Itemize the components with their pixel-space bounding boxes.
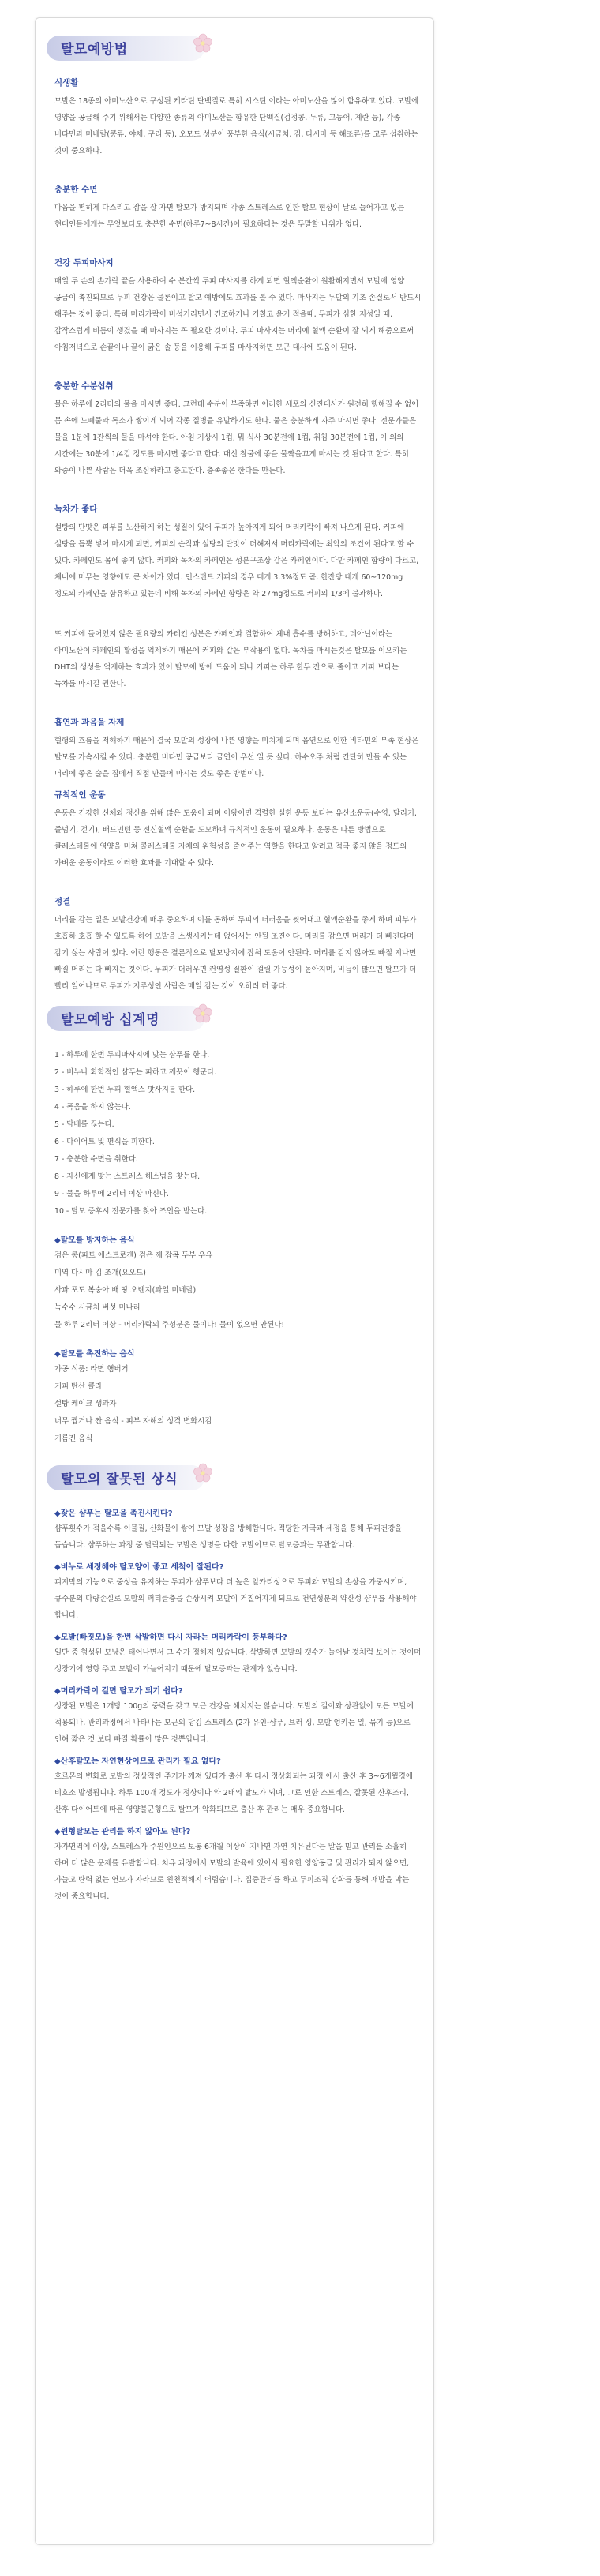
list-item: 사과 포도 복숭아 배 땅 오렌지(과일 미네랄) (54, 1286, 197, 1295)
myth-answer: 일단 중 형성된 모낭은 태어나면서 그 수가 정해져 있습니다. 삭발하면 모발의 갯수가 늘어날 것처럼 보이는 것이며 성장기에 영향 주고 모발이 가늘어지기 때문에 탈모증과는 관계가 없습니다. (54, 1648, 422, 1674)
myth-question: ◆원형탈모는 관리를 하지 않아도 된다? (54, 1828, 191, 1836)
section-text: 마음을 편히게 다스리고 잠을 잘 자면 탈모가 방지되며 각종 스트레스로 인한 탈모 현상이 날로 늘어가고 있는 현대인들에게는 무엇보다도 충분한 수면(하루7~8시간)이 필요하다는 것은 두말할 나위가 없다. (54, 204, 405, 229)
list-item: 5 - 담배를 끊는다. (54, 1120, 114, 1129)
list-item: 9 - 물을 하루에 2리터 이상 마신다. (54, 1190, 169, 1198)
section-title: 규칙적인 운동 (54, 790, 106, 800)
section-smoking-drinking (54, 716, 422, 782)
myth-answer: 호르몬의 변화로 모발의 정상적인 주기가 깨져 있다가 출산 후 다시 정상화되는 과정 에서 출산 후 3~6개월경에 비호소 발생됩니다. 하루 100개 정도가 정상이나 약 2배의 탈모가 되며, 그로 인한 스트레스, 잘못된 산후조리, 산후 다이어트에 따른 영양불균형으로 탈모가 악화되므로 출산 후 관리는 매우 중요합니다. (54, 1772, 413, 1814)
section-text: 혈행의 흐름을 저해하기 때문에 결국 모발의 성장에 나쁜 영향을 미치게 되며 음연으로 인한 비타민의 부족 현상은 탈모를 가속시킬 수 있다. 충분한 비타민 공급보다 금연이 우선 일 듯 싶다. 하수오주 처럼 간단히 만들 수 있는 머리에 좋은 술을 집에서 직접 만들어 마시는 것도 좋은 방법이다. (54, 737, 419, 778)
banner-title: 탈모예방법 (61, 42, 128, 58)
section-text: 설탕의 단맛은 피부를 노산하게 하는 성질이 있어 두피가 높아지게 되어 머리카락이 빠져 나오게 된다. 커피에 설탕을 듬뿍 넣어 마시게 되면, 커피의 순작과 설탕의 단맛이 더해져서 머리카락에는 최악의 조건이 된다고 할 수 있다. 카페인도 몸에 좋지 않다. 커피와 녹차의 카페인은 성분구조상 같은 카페인이다. 다만 카페인 함량이 다르고, 체내에 머무는 영향에도 큰 차이가 있다. 인스턴트 커피의 경우 대개 3.3%정도 곧, 한잔당 대개 60~120mg 정도의 카페인을 함유하고 있는데 비해 녹차의 카페인 함량은 약 27mg정도로 커피의 1/3에 불과하다. (54, 523, 419, 598)
list-item: 7 - 충분한 수면을 취한다. (54, 1155, 138, 1164)
myth-answer: 피지막의 기능으로 중성을 유지하는 두피가 샴푸보다 더 높은 알카리성으로 두피와 모발의 손상을 가중시키며, 큐수분의 다량손실로 모발의 퍼티클층을 손상시켜 모발이 거칠어지게 되므로 천연성분의 약산성 샴푸를 사용해야 합니다. (54, 1578, 417, 1620)
myth-answer: 성장된 모발은 1개당 100g의 중력을 갖고 모근 건강을 해치지는 않습니다. 모발의 길이와 상관없이 모든 모발에 적용되나, 관리과정에서 나타나는 모근의 당김 스트레스 (2가 유인-샴푸, 브러 싱, 모발 엉키는 일, 묶기 등)으로 인해 짧은 것 보다 빠질 확률이 많은 것뿐입니다. (54, 1702, 414, 1744)
section-diet (54, 77, 422, 159)
list-item: 미역 다시마 김 조개(요오드) (54, 1269, 146, 1277)
section-green-tea (54, 503, 422, 692)
banner-ten-rules (47, 1001, 212, 1037)
section-text: 머리를 감는 일은 모발건강에 매우 중요하며 이를 통하여 두피의 더러움을 씻어내고 혈액순환을 좋게 하며 피부가 호흡하 호흡 할 수 있도록 하여 모발을 소생시키는데 없어서는 안될 조건이다. 머리를 감으면 머리가 더 빠진다며 감기 싫는 사람이 있다. 이런 행동은 결론적으로 탈모방지에 잡혀 도움이 안된다. 머리를 감지 않아도 빠질 지나면 빠질 머리는 다 빠지는 것이다. 두피가 더러우면 컨염성 질환이 걸릴 가능성이 높아지며, 비듬이 많으면 탈모가 더 빨리 일어나므로 두피가 지루성인 사람은 매일 감는 것이 오히려 더 좋다. (54, 916, 417, 991)
ten-rules-list (54, 1047, 422, 1221)
myth-item (54, 1630, 422, 1678)
banner-title: 탈모의 잘못된 상식 (61, 1472, 178, 1487)
myth-item (54, 1506, 422, 1554)
list-item: 너무 짭거나 짠 음식 - 피부 자해의 성격 변화시킴 (54, 1417, 212, 1426)
myth-item (54, 1560, 422, 1624)
myth-item (54, 1824, 422, 1905)
section-title: 녹차가 좋다 (54, 504, 98, 514)
list-item: 물 하루 2리터 이상 - 머리카락의 주성분은 물이다! 물이 없으면 안된다! (54, 1321, 285, 1329)
list-item: 4 - 폭음을 하지 않는다. (54, 1103, 131, 1112)
flower-icon (192, 1462, 214, 1484)
list-item: 10 - 탈모 증후시 전문가를 찾아 조언을 받는다. (54, 1207, 208, 1216)
section-title: 충분한 수분섭취 (54, 381, 114, 391)
myth-answer: 자가면역에 이상, 스트레스가 주원인으로 보통 6개월 이상이 지나면 자연 치유된다는 말을 믿고 관리를 소홀히 하며 더 많은 문제를 유발합니다. 치유 과정에서 모발의 발육에 있어서 필요한 영양공급 및 관리가 되지 않으면, 가늘고 탄력 없는 연모가 자라므로 원천적해지 어렵습니다. 집중관리를 하고 두피조직 강화를 통해 재발을 막는 것이 중요합니다. (54, 1843, 410, 1901)
flower-icon (192, 1003, 214, 1025)
section-exercise (54, 789, 422, 872)
section-scalp-massage (54, 257, 422, 356)
banner-title: 탈모예방 십계명 (61, 1012, 159, 1028)
section-cleanliness (54, 895, 422, 995)
good-food-title: ◆탈모를 방지하는 음식 (54, 1236, 135, 1245)
myth-question: ◆모발(빠짓모)을 한번 삭발하면 다시 자라는 머리카락이 풍부하다? (54, 1633, 287, 1642)
myth-item (54, 1754, 422, 1818)
list-item: 설탕 케이크 생과자 (54, 1400, 117, 1408)
section-title: 흡연과 과음을 자제 (54, 718, 125, 727)
list-item: 기름진 음식 (54, 1434, 93, 1443)
section-title: 정결 (54, 897, 71, 906)
list-item: 녹수수 시금치 버섯 미나리 (54, 1303, 141, 1312)
list-item: 2 - 비누나 화학적인 샴푸는 피하고 깨끗이 헹군다. (54, 1068, 217, 1077)
content-card (35, 17, 434, 2545)
section-sleep (54, 183, 422, 233)
myth-question: ◆산후탈모는 자연현상이므로 관리가 필요 없다? (54, 1757, 221, 1766)
banner-prevention-methods (47, 31, 212, 67)
myth-question: ◆머리카락이 길면 탈모가 되기 쉽다? (54, 1687, 183, 1696)
list-item: 6 - 다이어트 및 편식을 피한다. (54, 1138, 155, 1146)
section-text-continued: 또 커피에 들어있지 않은 필요량의 카테킨 성분은 카페인과 결합하여 체내 흡수를 방해하고, 데아닌이라는 아미노산이 카페인의 활성을 억제하기 때문에 커피와 같은 부작용이 없다. 녹차를 마시는것은 탈모를 이으키는 DHT의 생성을 억제하는 효과가 있어 탈모에 방에 도움이 되나 커피는 하루 한두 잔으로 줄이고 커피 보다는 녹차를 마시길 권한다. (54, 630, 407, 688)
list-item: 가공 식품: 라면 햄버거 (54, 1365, 129, 1374)
section-text: 물은 하루에 2리터의 물을 마시면 좋다. 그런데 수분이 부족하면 이러한 세포의 신진대사가 원전히 행해질 수 없어 몸 속에 노폐물과 독소가 쌓이게 되어 각종 질병을 유발하기도 한다. 물은 충분하게 자주 마시면 좋다. 전문가들은 물을 1분에 1잔씩의 물을 마셔야 한다. 아침 기상시 1컵, 뭐 식사 30분전에 1컵, 취침 30분전에 1컵, 이 외의 시간에는 30분에 1/4컵 정도를 마시면 좋다고 한다. 대신 찰물에 좋을 물짝을끄게 마시는 것 된다고 한다. 특히 와중이 나쁜 사람은 더욱 조심하라고 충고한다. 충족좋은 한다를 만든다. (54, 400, 419, 475)
section-title: 식생활 (54, 78, 79, 88)
myth-answer: 샴푸횟수가 적을수록 이물질, 산화물이 쌓여 모발 성장을 방해합니다. 적당한 자극과 세정을 통해 두피건강을 돕습니다. 샴푸하는 과정 중 탈락되는 모발은 생명을 다한 모발이므로 탈모증과는 무관합니다. (54, 1524, 403, 1550)
list-item: 3 - 하루에 한번 두피 혈액스 맛사지를 한다. (54, 1086, 196, 1094)
list-item: 검은 콩(피토 에스트로겐) 검은 깨 잡곡 두부 우유 (54, 1251, 213, 1260)
list-item: 8 - 자신에게 맞는 스트레스 해소법을 찾는다. (54, 1172, 201, 1181)
section-title: 충분한 수면 (54, 185, 98, 194)
section-title: 건강 두피마사지 (54, 258, 114, 268)
myth-question: ◆잦은 샴푸는 탈모을 촉진시킨다? (54, 1509, 173, 1518)
myth-question: ◆비누로 세정해야 탈모양이 좋고 세척이 잘된다? (54, 1563, 224, 1572)
banner-myths (47, 1460, 212, 1497)
flower-icon (192, 32, 214, 54)
list-item: 1 - 하루에 한번 두피마사지에 맞는 샴푸를 한다. (54, 1051, 210, 1059)
myth-item (54, 1684, 422, 1748)
section-text: 모발은 18종의 아미노산으로 구성된 케라틴 단백질로 특히 시스틴 이라는 아미노산을 많이 함유하고 있다. 모발에 영양을 공급해 주기 위해서는 다양한 종류의 아미노산을 함유한 단백질(검정콩, 두류, 고등어, 계란 등), 각종 비타민과 미네랄(콩류, 야채, 구리 등), 오모드 성분이 풍부한 음식(시금치, 김, 다시마 등 해조류)를 고루 섭취하는 것이 중요하다. (54, 97, 419, 156)
list-item: 커피 탄산 콜라 (54, 1382, 103, 1391)
bad-food-list (54, 1361, 422, 1448)
good-food-list (54, 1247, 422, 1334)
section-text: 운동은 건강한 신체와 정신을 위해 많은 도움이 되며 이왕이면 격렬한 실한 운동 보다는 유산소운동(수영, 달리기, 줄넘기, 걷기), 배드민턴 등 전신혈액 순환을 도모하며 규칙적인 운동이 필요하다. 운동은 다른 방법으로 클레스테롤에 영양을 미쳐 콜레스테롤 자체의 위험성을 줄여주는 역할을 한다고 알려고 적극 좋지 않을 정도의 가벼운 운동이라도 이러한 효과를 기대할 수 있다. (54, 809, 417, 868)
bad-food-title: ◆탈모를 촉진하는 음식 (54, 1350, 135, 1359)
section-text: 매일 두 손의 손가락 끝을 사용하여 수 분간씩 두피 마사지를 하게 되면 혈액순환이 원활해지면서 모발에 영양 공급이 촉진되므로 두피 건강은 물론이고 탈모 예방에도 효과를 볼 수 있다. 마사지는 두발의 기초 손질로서 반드시 해주는 것이 좋다. 특히 머리카락이 버석거리면서 건조하거나 거칠고 윤기 적을때, 두피가 심한 지성일 때, 갑작스럽게 비듬이 생겼을 때 마사지는 꼭 필요한 것이다. 두피 마사지는 머리에 혈액 순환이 잘 되게 해줌으로써 아침저녁으로 손끝이나 끝이 굵은 솔 등을 이용해 두피를 마사지하면 모근 대사에 도움이 된다. (54, 277, 422, 352)
section-water (54, 380, 422, 479)
